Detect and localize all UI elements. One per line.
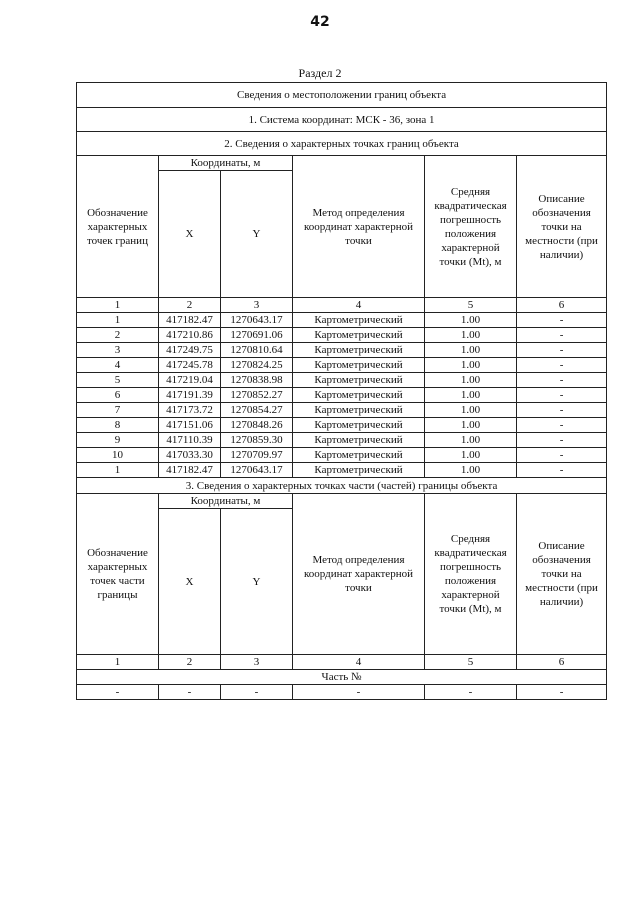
header-designation-part: Обозначение характерных точек части границы bbox=[77, 494, 159, 655]
point-number: 8 bbox=[77, 418, 159, 433]
table-row bbox=[77, 313, 607, 328]
point-number: 5 bbox=[77, 373, 159, 388]
table-row bbox=[77, 448, 607, 463]
col-number: 3 bbox=[221, 655, 293, 670]
header-designation: Обозначение характерных точек границ bbox=[77, 156, 159, 298]
part-cell: - bbox=[425, 685, 517, 700]
point-description: - bbox=[517, 463, 607, 478]
header-coords: Координаты, м bbox=[159, 156, 293, 171]
point-number: 7 bbox=[77, 403, 159, 418]
point-method: Картометрический bbox=[293, 373, 425, 388]
point-x: 417182.47 bbox=[159, 463, 221, 478]
point-y: 1270643.17 bbox=[221, 313, 293, 328]
part-cell: - bbox=[517, 685, 607, 700]
table-row bbox=[77, 358, 607, 373]
point-description: - bbox=[517, 328, 607, 343]
column-numbers-row bbox=[77, 298, 607, 313]
point-x: 417191.39 bbox=[159, 388, 221, 403]
part-label: Часть № bbox=[77, 670, 607, 685]
point-method: Картометрический bbox=[293, 448, 425, 463]
point-y: 1270854.27 bbox=[221, 403, 293, 418]
point-method: Картометрический bbox=[293, 358, 425, 373]
header-description: Описание обозначения точки на местности (при наличии) bbox=[517, 494, 607, 655]
point-description: - bbox=[517, 403, 607, 418]
point-error: 1.00 bbox=[425, 463, 517, 478]
table-row bbox=[77, 328, 607, 343]
header-description: Описание обозначения точки на местности (при наличии) bbox=[517, 156, 607, 298]
point-error: 1.00 bbox=[425, 373, 517, 388]
point-error: 1.00 bbox=[425, 328, 517, 343]
point-number: 10 bbox=[77, 448, 159, 463]
point-x: 417182.47 bbox=[159, 313, 221, 328]
point-description: - bbox=[517, 388, 607, 403]
point-y: 1270810.64 bbox=[221, 343, 293, 358]
point-method: Картометрический bbox=[293, 403, 425, 418]
point-method: Картометрический bbox=[293, 328, 425, 343]
point-x: 417249.75 bbox=[159, 343, 221, 358]
table-row bbox=[77, 418, 607, 433]
point-number: 4 bbox=[77, 358, 159, 373]
point-description: - bbox=[517, 313, 607, 328]
part-cell: - bbox=[77, 685, 159, 700]
point-method: Картометрический bbox=[293, 463, 425, 478]
point-description: - bbox=[517, 448, 607, 463]
point-error: 1.00 bbox=[425, 403, 517, 418]
table-row bbox=[77, 343, 607, 358]
point-method: Картометрический bbox=[293, 433, 425, 448]
point-method: Картометрический bbox=[293, 388, 425, 403]
header-y: Y bbox=[221, 171, 293, 298]
column-numbers-row bbox=[77, 655, 607, 670]
point-error: 1.00 bbox=[425, 388, 517, 403]
table-title: Сведения о местоположении границ объекта bbox=[77, 83, 607, 108]
point-y: 1270859.30 bbox=[221, 433, 293, 448]
point-error: 1.00 bbox=[425, 418, 517, 433]
header-error: Средняя квадратическая погрешность положения характерной точки (Mt), м bbox=[425, 494, 517, 655]
part-cell: - bbox=[159, 685, 221, 700]
point-description: - bbox=[517, 343, 607, 358]
point-x: 417151.06 bbox=[159, 418, 221, 433]
point-y: 1270824.25 bbox=[221, 358, 293, 373]
point-number: 6 bbox=[77, 388, 159, 403]
col-number: 3 bbox=[221, 298, 293, 313]
section3-title: 3. Сведения о характерных точках части (частей) границы объекта bbox=[77, 478, 607, 494]
col-number: 4 bbox=[293, 655, 425, 670]
point-y: 1270852.27 bbox=[221, 388, 293, 403]
point-number: 9 bbox=[77, 433, 159, 448]
header-coords: Координаты, м bbox=[159, 494, 293, 509]
header-method: Метод определения координат характерной точки bbox=[293, 494, 425, 655]
header-method: Метод определения координат характерной точки bbox=[293, 156, 425, 298]
col-number: 2 bbox=[159, 298, 221, 313]
point-error: 1.00 bbox=[425, 358, 517, 373]
col-number: 5 bbox=[425, 655, 517, 670]
table-row bbox=[77, 403, 607, 418]
point-x: 417219.04 bbox=[159, 373, 221, 388]
col-number: 6 bbox=[517, 655, 607, 670]
table-row bbox=[77, 373, 607, 388]
point-number: 2 bbox=[77, 328, 159, 343]
col-number: 2 bbox=[159, 655, 221, 670]
boundary-table bbox=[76, 82, 607, 700]
point-x: 417033.30 bbox=[159, 448, 221, 463]
point-x: 417210.86 bbox=[159, 328, 221, 343]
point-method: Картометрический bbox=[293, 343, 425, 358]
point-method: Картометрический bbox=[293, 418, 425, 433]
header-x: X bbox=[159, 509, 221, 655]
point-number: 1 bbox=[77, 463, 159, 478]
col-number: 6 bbox=[517, 298, 607, 313]
point-description: - bbox=[517, 373, 607, 388]
point-x: 417245.78 bbox=[159, 358, 221, 373]
section2-title: 2. Сведения о характерных точках границ объекта bbox=[77, 132, 607, 156]
point-description: - bbox=[517, 433, 607, 448]
point-error: 1.00 bbox=[425, 343, 517, 358]
table-row bbox=[77, 463, 607, 478]
table-row bbox=[77, 433, 607, 448]
point-error: 1.00 bbox=[425, 448, 517, 463]
col-number: 4 bbox=[293, 298, 425, 313]
point-method: Картометрический bbox=[293, 313, 425, 328]
part-cell: - bbox=[221, 685, 293, 700]
point-y: 1270838.98 bbox=[221, 373, 293, 388]
point-number: 1 bbox=[77, 313, 159, 328]
point-error: 1.00 bbox=[425, 433, 517, 448]
point-y: 1270848.26 bbox=[221, 418, 293, 433]
point-x: 417173.72 bbox=[159, 403, 221, 418]
point-x: 417110.39 bbox=[159, 433, 221, 448]
point-error: 1.00 bbox=[425, 313, 517, 328]
point-y: 1270691.06 bbox=[221, 328, 293, 343]
point-number: 3 bbox=[77, 343, 159, 358]
section-label: Раздел 2 bbox=[298, 66, 342, 80]
header-x: X bbox=[159, 171, 221, 298]
col-number: 1 bbox=[77, 655, 159, 670]
header-error: Средняя квадратическая погрешность положения характерной точки (Mt), м bbox=[425, 156, 517, 298]
header-y: Y bbox=[221, 509, 293, 655]
coord-system: 1. Система координат: МСК - 36, зона 1 bbox=[77, 108, 607, 132]
point-description: - bbox=[517, 418, 607, 433]
part-cell: - bbox=[293, 685, 425, 700]
point-y: 1270709.97 bbox=[221, 448, 293, 463]
table-row bbox=[77, 388, 607, 403]
point-y: 1270643.17 bbox=[221, 463, 293, 478]
page-number: 42 bbox=[310, 14, 330, 30]
point-description: - bbox=[517, 358, 607, 373]
col-number: 1 bbox=[77, 298, 159, 313]
part-row bbox=[77, 685, 607, 700]
col-number: 5 bbox=[425, 298, 517, 313]
